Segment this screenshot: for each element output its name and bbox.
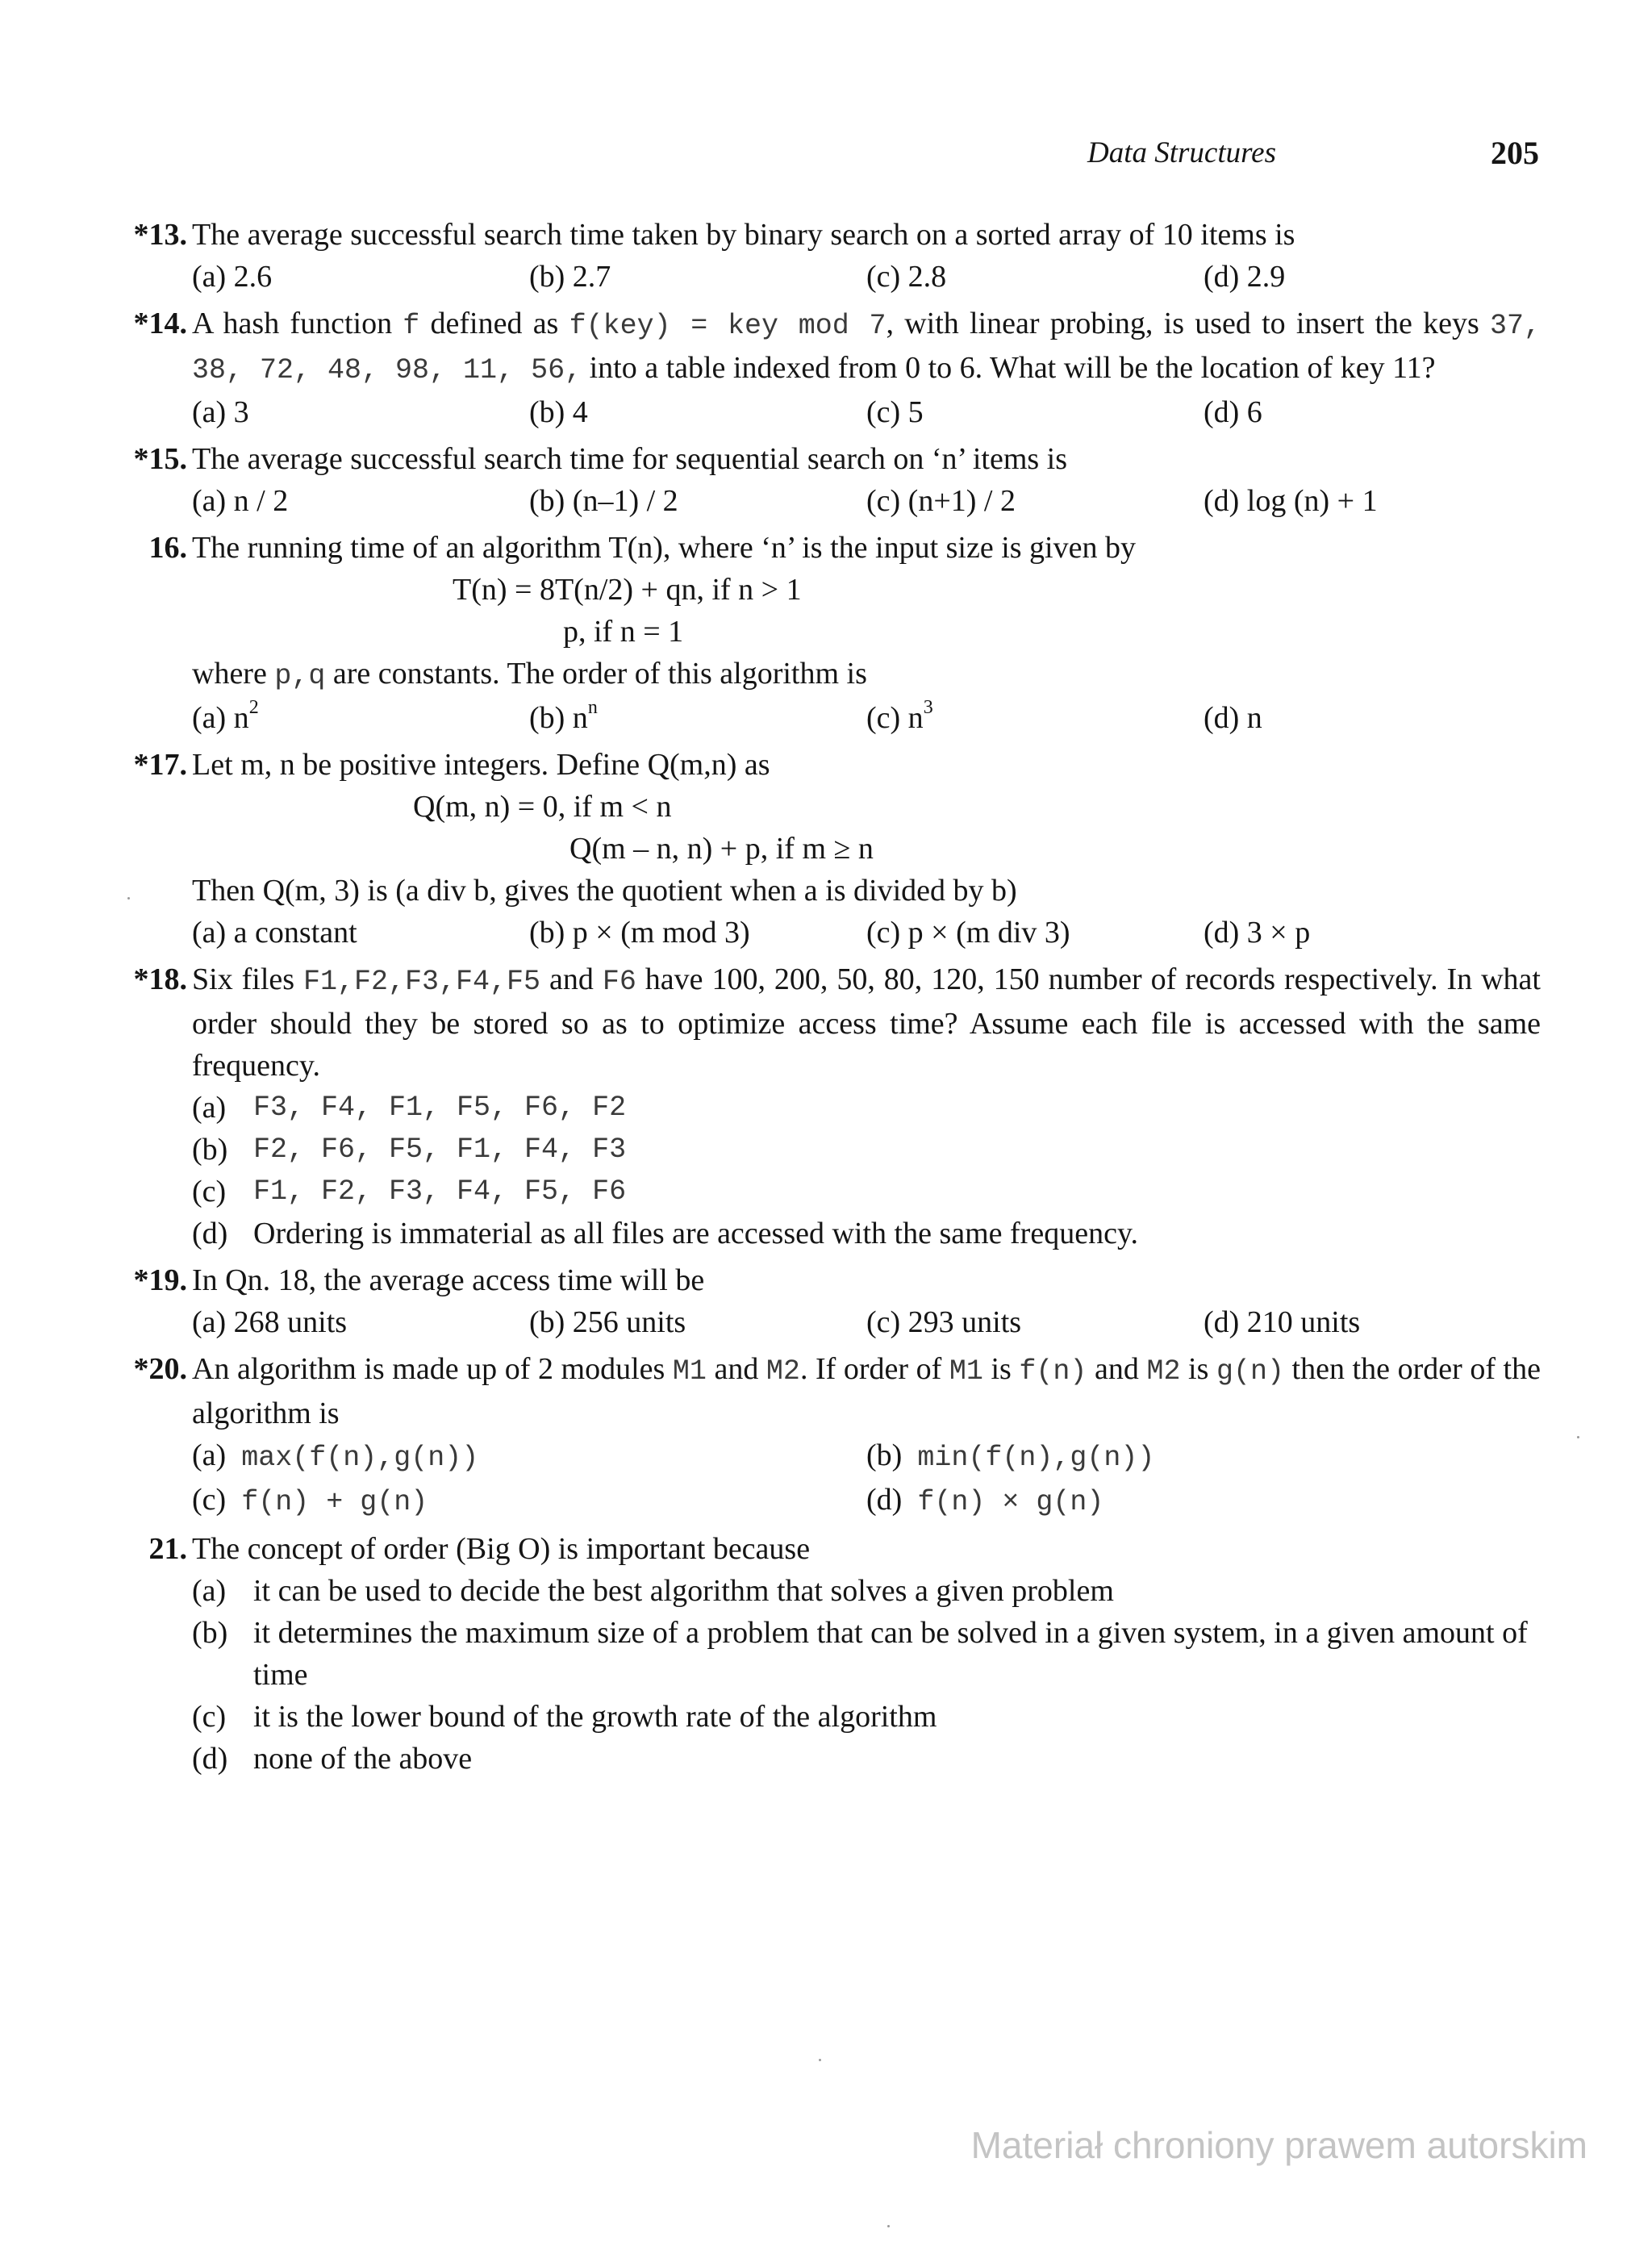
option-d: (d) 3 × p (1204, 916, 1311, 950)
question-text: The running time of an algorithm T(n), where ‘n’ is the input size is given by (192, 531, 1136, 565)
question-number: *20. (133, 1352, 187, 1386)
option-d: (d) 6 (1204, 395, 1262, 429)
question-text: Let m, n be positive integers. Define Q(m,n) as (192, 748, 770, 782)
option-text: f(n) × g(n) (917, 1486, 1104, 1518)
question-number: 16. (148, 531, 187, 565)
code-run: M2 (766, 1355, 800, 1388)
option-b (192, 1612, 1541, 1696)
option-c: (c) p × (m div 3) (866, 916, 1070, 950)
question-16 (113, 527, 1541, 739)
option-a (192, 1570, 1541, 1612)
option-label: (c) (192, 1483, 227, 1517)
option-label: (b) (866, 1438, 903, 1472)
question-text (192, 1348, 1541, 1434)
option-b (192, 1129, 1541, 1171)
text-run: have 100, 200, 50, 80, 120, 150 number of records respectively. In what order should they be stored so as to optimize access time? Assume each file is accessed with the same frequency. (192, 962, 1541, 1083)
text-run: and (706, 1352, 766, 1386)
answer-options (192, 1087, 1541, 1254)
recurrence-line-2: p, if n = 1 (563, 615, 684, 649)
answer-options (192, 697, 1541, 739)
question-number: *13. (133, 218, 187, 252)
text-run: An algorithm is made up of 2 modules (192, 1352, 673, 1386)
running-head: Data Structures (1087, 136, 1276, 169)
code-run: M1 (949, 1355, 983, 1388)
option-text: Ordering is immaterial as all files are accessed with the same frequency. (253, 1217, 1138, 1250)
code-run: f(key) = key mod 7 (569, 310, 886, 342)
option-a: (a) a constant (192, 916, 357, 950)
option-c (866, 697, 1204, 739)
option-text: it determines the maximum size of a problem that can be solved in a given system, in a given amount of time (253, 1616, 1528, 1692)
option-b (529, 697, 866, 739)
text-run: where (192, 657, 275, 691)
option-text: F2, F6, F5, F1, F4, F3 (253, 1133, 627, 1166)
question-text: The average successful search time for sequential search on ‘n’ items is (192, 442, 1068, 476)
option-b: (b) 256 units (529, 1305, 686, 1339)
question-list (113, 214, 1541, 1785)
option-d (192, 1738, 1541, 1780)
text-run: and (1087, 1352, 1147, 1386)
code-run: f (403, 310, 420, 342)
text-run: Six files (192, 962, 303, 996)
question-text (192, 958, 1541, 1087)
question-21 (113, 1528, 1541, 1780)
question-number: *18. (133, 962, 187, 996)
watermark: Materiał chroniony prawem autorskim (970, 2124, 1587, 2166)
option-label: (d) (192, 1742, 228, 1776)
option-text: none of the above (253, 1742, 473, 1776)
option-c: (c) (n+1) / 2 (866, 484, 1016, 518)
question-number: *19. (133, 1263, 187, 1297)
question-number: *17. (133, 748, 187, 782)
answer-options (192, 912, 1541, 954)
option-text: it is the lower bound of the growth rate of the algorithm (253, 1700, 937, 1734)
scan-speck (887, 2225, 890, 2227)
text-run: . If order of (799, 1352, 949, 1386)
text-run: is (982, 1352, 1020, 1386)
option-b: (b) 4 (529, 395, 588, 429)
option-a (192, 1087, 1541, 1129)
question-19 (113, 1259, 1541, 1343)
option-c: (c) 5 (866, 395, 924, 429)
code-run: M2 (1146, 1355, 1181, 1388)
option-a: (a) 268 units (192, 1305, 348, 1339)
option-label: (b) n (529, 701, 588, 735)
option-label: (a) (192, 1091, 227, 1125)
question-text (192, 303, 1541, 391)
text-run: is (1180, 1352, 1216, 1386)
question-13 (113, 214, 1541, 298)
option-label: (b) (192, 1616, 228, 1650)
option-text: max(f(n),g(n)) (241, 1442, 479, 1474)
option-label: (a) (192, 1574, 227, 1608)
option-label: (d) (866, 1483, 903, 1517)
question-number: *14. (133, 307, 187, 340)
code-run: M1 (672, 1355, 707, 1388)
option-a: (a) 3 (192, 395, 249, 429)
text-run: and (540, 962, 603, 996)
text-run: defined as (419, 307, 569, 340)
option-c (192, 1696, 1541, 1738)
answer-options (192, 1434, 1541, 1523)
answer-options (192, 256, 1541, 298)
question-text-continued: Then Q(m, 3) is (a div b, gives the quotient when a is divided by b) (192, 874, 1017, 908)
option-text: min(f(n),g(n)) (917, 1442, 1155, 1474)
scan-speck (819, 2059, 821, 2061)
text-run: are constants. The order of this algorithm is (325, 657, 867, 691)
question-15 (113, 438, 1541, 522)
answer-options (192, 1301, 1541, 1343)
question-18 (113, 958, 1541, 1254)
option-a (192, 697, 529, 739)
question-number: 21. (148, 1532, 187, 1566)
definition-line-1: Q(m, n) = 0, if m < n (413, 790, 672, 824)
option-d: (d) n (1204, 701, 1262, 735)
scan-speck (127, 897, 130, 900)
option-text: F3, F4, F1, F5, F6, F2 (253, 1092, 627, 1124)
answer-options (192, 391, 1541, 433)
option-text: it can be used to decide the best algorithm that solves a given problem (253, 1574, 1114, 1608)
option-label: (c) n (866, 701, 924, 735)
text-run: into a table indexed from 0 to 6. What will be the location of key 11? (582, 351, 1436, 385)
question-text: The average successful search time taken by binary search on a sorted array of 10 items is (192, 218, 1295, 252)
option-c: (c) 2.8 (866, 260, 947, 294)
scan-speck (1577, 1436, 1579, 1438)
text-run: A hash function (192, 307, 403, 340)
option-d: (d) 2.9 (1204, 260, 1286, 294)
option-b: (b) (n–1) / 2 (529, 484, 678, 518)
option-b: (b) p × (m mod 3) (529, 916, 750, 950)
option-a: (a) n / 2 (192, 484, 289, 518)
question-text-continued (192, 653, 1541, 697)
question-text: In Qn. 18, the average access time will be (192, 1263, 705, 1297)
option-a (192, 1434, 866, 1479)
code-run: f(n) (1019, 1355, 1087, 1388)
option-text: F1, F2, F3, F4, F5, F6 (253, 1175, 627, 1208)
option-c (192, 1171, 1541, 1213)
page-number: 205 (1491, 135, 1539, 171)
option-d: (d) log (n) + 1 (1204, 484, 1378, 518)
option-label: (b) (192, 1133, 228, 1167)
exponent: 3 (923, 697, 933, 719)
exponent: 2 (248, 697, 259, 719)
option-c (192, 1479, 866, 1523)
question-text: The concept of order (Big O) is important because (192, 1532, 811, 1566)
option-text: f(n) + g(n) (241, 1486, 428, 1518)
recurrence-line-1: T(n) = 8T(n/2) + qn, if n > 1 (453, 573, 802, 607)
question-number: *15. (133, 442, 187, 476)
code-run: 37, 38, 72, 48, 98, 11, 56, (192, 310, 1541, 386)
option-label: (c) (192, 1700, 227, 1734)
question-14 (113, 303, 1541, 433)
option-label: (d) (192, 1217, 228, 1250)
question-20 (113, 1348, 1541, 1523)
option-c: (c) 293 units (866, 1305, 1022, 1339)
exponent: n (587, 697, 598, 719)
answer-options (192, 1570, 1541, 1780)
option-label: (a) n (192, 701, 249, 735)
option-label: (a) (192, 1438, 227, 1472)
definition-line-2: Q(m – n, n) + p, if m ≥ n (569, 832, 874, 866)
question-17 (113, 744, 1541, 954)
code-run: F6 (602, 966, 636, 998)
code-run: g(n) (1216, 1355, 1284, 1388)
option-d (192, 1213, 1541, 1254)
option-label: (c) (192, 1175, 227, 1208)
option-b: (b) 2.7 (529, 260, 611, 294)
code-run: p,q (274, 660, 326, 692)
option-a: (a) 2.6 (192, 260, 273, 294)
text-run: , with linear probing, is used to insert the keys (886, 307, 1490, 340)
code-run: F1,F2,F3,F4,F5 (303, 966, 541, 998)
text-run: then the order of the algorithm is (192, 1352, 1541, 1430)
option-b (866, 1434, 1541, 1479)
option-d (866, 1479, 1541, 1523)
option-d: (d) 210 units (1204, 1305, 1361, 1339)
answer-options (192, 480, 1541, 522)
